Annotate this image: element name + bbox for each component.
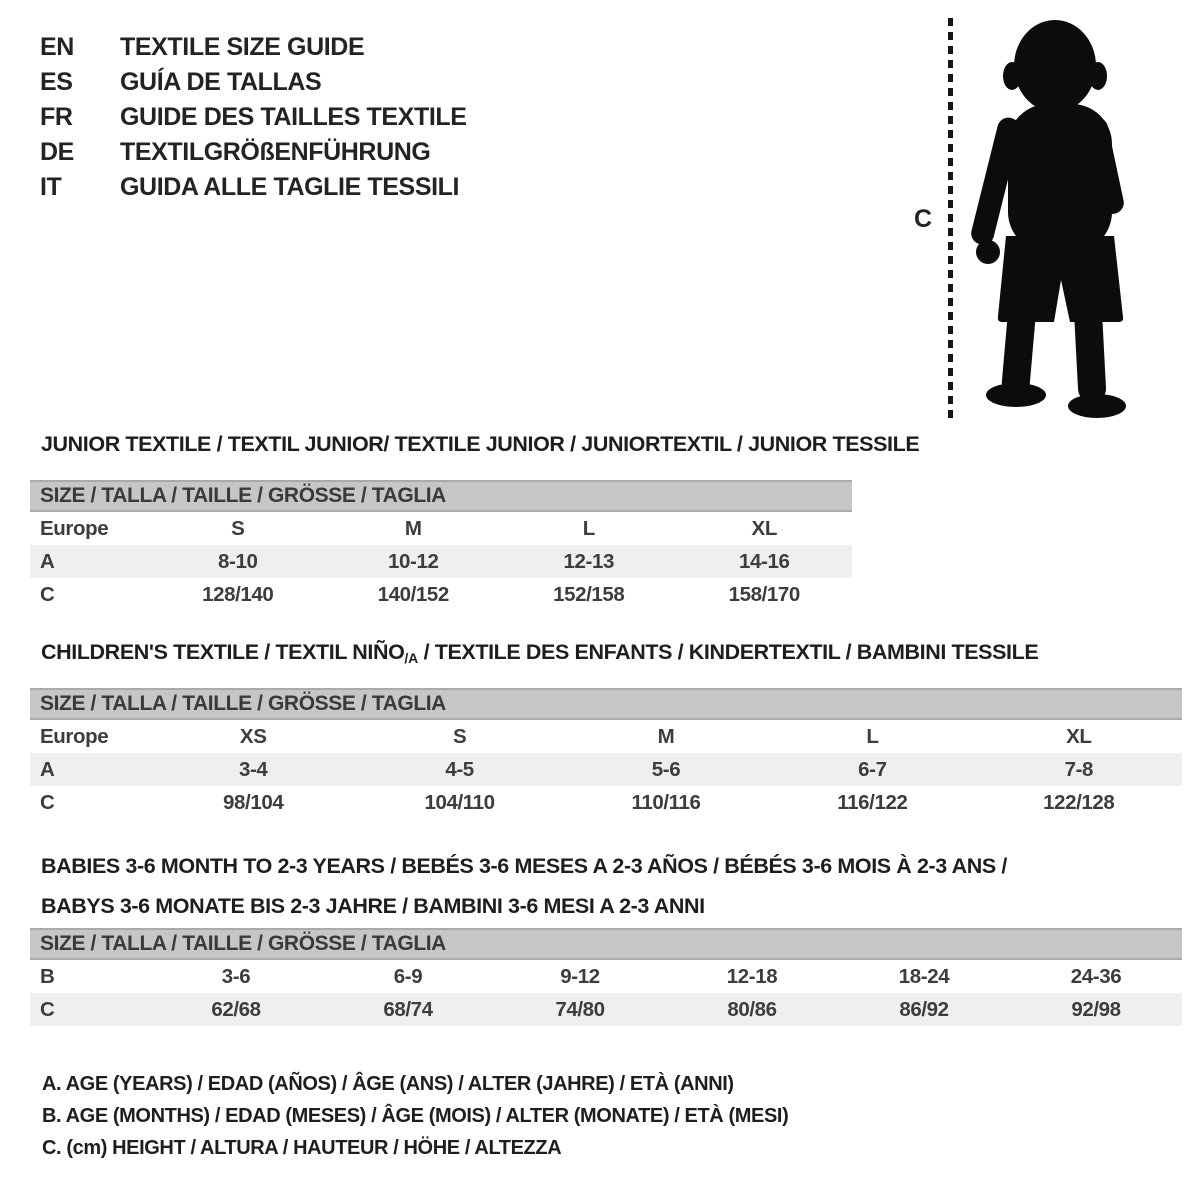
table-row (30, 753, 1182, 786)
language-code: FR (40, 103, 73, 131)
children-section-title (41, 639, 1038, 671)
height-cell: 104/110 (424, 791, 495, 814)
age-cell: 3-6 (221, 965, 251, 988)
language-title: GUIDA ALLE TAGLIE TESSILI (120, 173, 460, 201)
age-cell: 6-9 (393, 965, 423, 988)
height-cell: 122/128 (1043, 791, 1115, 814)
size-cell: L (582, 517, 595, 540)
row-label: Europe (40, 725, 109, 748)
height-cell: 74/80 (555, 998, 605, 1021)
language-title: TEXTILGRÖßENFÜHRUNG (120, 138, 431, 166)
language-title: GUÍA DE TALLAS (120, 68, 322, 96)
height-figure (890, 0, 1200, 440)
height-cell: 86/92 (899, 998, 949, 1021)
table-row (30, 993, 1182, 1026)
toddler-silhouette-icon (966, 14, 1136, 419)
children-title-sub: /A (404, 650, 419, 666)
age-cell: 18-24 (898, 965, 950, 988)
age-cell: 5-6 (651, 758, 681, 781)
height-cell: 68/74 (383, 998, 433, 1021)
language-code: ES (40, 68, 73, 96)
children-size-table (30, 688, 1182, 819)
children-size-header-bar: SIZE / TALLA / TAILLE / GRÖSSE / TAGLIA (30, 688, 1182, 720)
age-cell: 3-4 (238, 758, 268, 781)
language-row-fr (40, 100, 467, 135)
table-row (30, 720, 1182, 753)
legend-line-a: A. AGE (YEARS) / EDAD (AÑOS) / ÂGE (ANS) / ALTER (JAHRE) / ETÀ (ANNI) (42, 1073, 734, 1095)
row-label: A (40, 758, 55, 781)
age-cell: 10-12 (388, 550, 439, 573)
language-code: EN (40, 33, 74, 61)
junior-section-title: JUNIOR TEXTILE / TEXTIL JUNIOR/ TEXTILE JUNIOR / JUNIORTEXTIL / JUNIOR TESSILE (41, 432, 920, 456)
height-measure-dashed-line (948, 18, 953, 418)
age-cell: 24-36 (1070, 965, 1122, 988)
size-cell: M (657, 725, 675, 748)
babies-size-table (30, 928, 1182, 1026)
legend-line-c: C. (cm) HEIGHT / ALTURA / HAUTEUR / HÖHE / ALTEZZA (42, 1137, 562, 1159)
children-title-part1: CHILDREN'S TEXTILE / TEXTIL NIÑO (41, 640, 405, 664)
height-cell: 140/152 (377, 583, 449, 606)
size-cell: XS (239, 725, 267, 748)
age-cell: 8-10 (218, 550, 258, 573)
height-cell: 80/86 (727, 998, 777, 1021)
height-cell: 98/104 (223, 791, 284, 814)
language-code: DE (40, 138, 74, 166)
babies-title-line1: BABIES 3-6 MONTH TO 2-3 YEARS / BEBÉS 3-6 MESES A 2-3 AÑOS / BÉBÉS 3-6 MOIS À 2-3 ANS / (41, 854, 1007, 878)
legend-line-b: B. AGE (MONTHS) / EDAD (MESES) / ÂGE (MOIS) / ALTER (MONATE) / ETÀ (MESI) (42, 1105, 789, 1127)
size-cell: XL (751, 517, 777, 540)
age-cell: 4-5 (445, 758, 474, 781)
age-cell: 14-16 (739, 550, 790, 573)
age-cell: 7-8 (1064, 758, 1093, 781)
language-row-es (40, 65, 467, 100)
table-row (30, 578, 852, 611)
row-label: C (40, 998, 55, 1021)
age-cell: 6-7 (858, 758, 887, 781)
table-row (30, 786, 1182, 819)
age-cell: 9-12 (560, 965, 600, 988)
height-cell: 116/122 (837, 791, 908, 814)
children-title-part2: / TEXTILE DES ENFANTS / KINDERTEXTIL / BAMBINI TESSILE (418, 640, 1039, 664)
row-label: A (40, 550, 55, 573)
row-label: Europe (40, 517, 109, 540)
height-cell: 128/140 (202, 583, 274, 606)
size-cell: S (452, 725, 467, 748)
language-code: IT (40, 173, 62, 201)
language-row-it (40, 170, 467, 205)
measurement-legend (42, 1068, 788, 1164)
babies-title-line2: BABYS 3-6 MONATE BIS 2-3 JAHRE / BAMBINI 3-6 MESI A 2-3 ANNI (41, 894, 705, 918)
language-title-list (40, 30, 467, 205)
table-row (30, 512, 852, 545)
size-cell: L (866, 725, 879, 748)
height-measure-label: C (914, 205, 932, 233)
language-row-en (40, 30, 467, 65)
height-cell: 158/170 (728, 583, 800, 606)
language-row-de (40, 135, 467, 170)
row-label: B (40, 965, 55, 988)
table-row (30, 960, 1182, 993)
size-cell: S (231, 517, 245, 540)
junior-size-table (30, 480, 852, 611)
size-cell: XL (1066, 725, 1092, 748)
language-title: TEXTILE SIZE GUIDE (120, 33, 365, 61)
age-cell: 12-13 (563, 550, 614, 573)
row-label: C (40, 583, 55, 606)
height-cell: 92/98 (1071, 998, 1121, 1021)
row-label: C (40, 791, 55, 814)
height-cell: 110/116 (631, 791, 701, 814)
babies-size-header-bar: SIZE / TALLA / TAILLE / GRÖSSE / TAGLIA (30, 928, 1182, 960)
height-cell: 152/158 (553, 583, 625, 606)
height-cell: 62/68 (211, 998, 261, 1021)
language-title: GUIDE DES TAILLES TEXTILE (120, 103, 467, 131)
junior-size-header-bar: SIZE / TALLA / TAILLE / GRÖSSE / TAGLIA (30, 480, 852, 512)
babies-section-title (41, 846, 1007, 926)
size-cell: M (404, 517, 422, 540)
age-cell: 12-18 (726, 965, 778, 988)
table-row (30, 545, 852, 578)
